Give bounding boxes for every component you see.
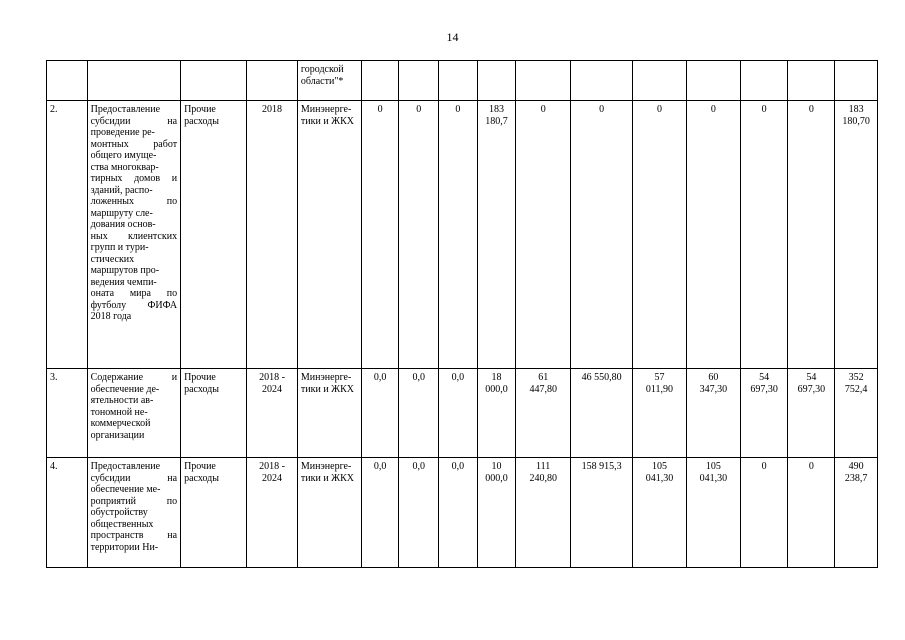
cell-text: 46 550,80: [581, 372, 622, 383]
cell-text: 0: [710, 104, 716, 115]
cell-value-col-8: [439, 101, 478, 369]
cell-value-2018: [477, 369, 516, 458]
cell-row-number: [47, 101, 88, 369]
cell-value-2022: [686, 458, 740, 568]
cell-text: 0: [599, 104, 605, 115]
cell-text: 0: [761, 461, 767, 472]
cell-value-col-8: [439, 458, 478, 568]
cell-measure-name: [87, 458, 180, 568]
cell-text: Содержание и обеспечение де- ятельности ав- тономной не- коммерческой организации: [90, 372, 178, 441]
cell-value-2022: [686, 61, 740, 101]
cell-text: 0: [377, 104, 383, 115]
cell-text: 57 011,90: [645, 372, 674, 395]
cell-text: 2018 - 2024: [259, 372, 285, 395]
cell-text: 4.: [50, 461, 58, 472]
cell-value-col-6: [361, 61, 399, 101]
cell-text: 0,0: [412, 461, 426, 472]
cell-value-col-8: [439, 61, 478, 101]
table-row: [47, 61, 878, 101]
cell-text: Минэнерге- тики и ЖКХ: [300, 461, 355, 484]
cell-value-total: [835, 101, 878, 369]
cell-value-total: [835, 369, 878, 458]
cell-period: [247, 369, 298, 458]
cell-text: Минэнерге- тики и ЖКХ: [300, 372, 355, 395]
cell-value-2024: [788, 61, 835, 101]
cell-executor: [297, 369, 361, 458]
cell-value-2021: [633, 101, 687, 369]
cell-period: [247, 458, 298, 568]
cell-value-2021: [633, 458, 687, 568]
cell-value-2018: [477, 458, 516, 568]
cell-executor: [297, 61, 361, 101]
cell-text: 0: [656, 104, 662, 115]
cell-period: [247, 61, 298, 101]
cell-value-col-7: [399, 458, 439, 568]
cell-value-col-8: [439, 369, 478, 458]
cell-expense-type: [181, 458, 247, 568]
cell-text: 2018 - 2024: [259, 461, 285, 484]
cell-text: Предоставление субсидии на проведение ре- монтных работ общего имуще- ства многоквар- тирных домов и зданий, распо- ложенных по маршруту сле- дования основ- ных клиентских групп и тури- стических маршрутов про- ведения чемпи- оната мира по футболу ФИФА 2018 года: [90, 104, 178, 322]
cell-value-2023: [740, 101, 788, 369]
cell-text: 183 180,70: [842, 104, 870, 127]
cell-text: 61 447,80: [529, 372, 557, 395]
cell-value-col-6: [361, 101, 399, 369]
cell-value-2024: [788, 101, 835, 369]
cell-text: 0: [808, 461, 814, 472]
cell-text: 0: [761, 104, 767, 115]
cell-measure-name: [87, 369, 180, 458]
cell-executor: [297, 458, 361, 568]
cell-text: 54 697,30: [750, 372, 778, 395]
cell-value-2018: [477, 61, 516, 101]
cell-text: 2018: [262, 104, 282, 115]
budget-table: [46, 60, 878, 568]
cell-expense-type: [181, 369, 247, 458]
cell-value-col-7: [399, 101, 439, 369]
cell-value-col-7: [399, 369, 439, 458]
cell-text: 0: [808, 104, 814, 115]
cell-text: 2.: [50, 104, 58, 115]
table-row: [47, 369, 878, 458]
cell-text: 105 041,30: [645, 461, 674, 484]
cell-text: 0: [540, 104, 546, 115]
cell-text: 490 238,7: [844, 461, 868, 484]
cell-value-2022: [686, 101, 740, 369]
cell-text: 0,0: [373, 372, 387, 383]
cell-value-2021: [633, 61, 687, 101]
cell-value-col-6: [361, 369, 399, 458]
cell-text: 105 041,30: [699, 461, 728, 484]
cell-text: Предоставление субсидии на обеспечение ме- роприятий по обустройству общественных пространств на территории Ни-: [90, 461, 178, 553]
cell-value-total: [835, 458, 878, 568]
cell-value-2023: [740, 458, 788, 568]
cell-value-2019: [516, 101, 571, 369]
cell-value-2019: [516, 61, 571, 101]
cell-text: 0: [416, 104, 422, 115]
cell-text: 0: [455, 104, 461, 115]
cell-text: 158 915,3: [581, 461, 622, 472]
cell-value-2018: [477, 101, 516, 369]
cell-expense-type: [181, 101, 247, 369]
cell-value-2019: [516, 458, 571, 568]
cell-value-2019: [516, 369, 571, 458]
cell-value-2020: [571, 61, 633, 101]
cell-value-total: [835, 61, 878, 101]
cell-text: 0,0: [373, 461, 387, 472]
cell-text: 111 240,80: [529, 461, 557, 484]
cell-value-2022: [686, 369, 740, 458]
cell-text: 10 000,0: [485, 461, 508, 484]
table-row: [47, 101, 878, 369]
cell-measure-name: [87, 101, 180, 369]
cell-expense-type: [181, 61, 247, 101]
cell-row-number: [47, 458, 88, 568]
cell-text: 18 000,0: [485, 372, 508, 395]
cell-value-col-6: [361, 458, 399, 568]
cell-text: 352 752,4: [844, 372, 868, 395]
cell-text: 54 697,30: [797, 372, 826, 395]
cell-value-col-7: [399, 61, 439, 101]
table-body: [47, 61, 878, 568]
cell-text: Прочие расходы: [184, 104, 219, 127]
cell-row-number: [47, 61, 88, 101]
table-row: [47, 458, 878, 568]
cell-executor: [297, 101, 361, 369]
cell-value-2020: [571, 101, 633, 369]
cell-text: Прочие расходы: [184, 372, 219, 395]
cell-text: Прочие расходы: [184, 461, 219, 484]
page-number: 14: [446, 30, 459, 44]
cell-text: 0,0: [451, 461, 465, 472]
cell-text: 0,0: [412, 372, 426, 383]
cell-value-2023: [740, 61, 788, 101]
cell-measure-name: [87, 61, 180, 101]
cell-text: городской области"*: [300, 64, 344, 87]
cell-text: 3.: [50, 372, 58, 383]
cell-text: 0,0: [451, 372, 465, 383]
cell-value-2020: [571, 458, 633, 568]
cell-text: 60 347,30: [699, 372, 728, 395]
cell-text: 183 180,7: [485, 104, 508, 127]
cell-row-number: [47, 369, 88, 458]
cell-value-2021: [633, 369, 687, 458]
cell-value-2024: [788, 458, 835, 568]
cell-value-2020: [571, 369, 633, 458]
cell-period: [247, 101, 298, 369]
cell-value-2024: [788, 369, 835, 458]
cell-value-2023: [740, 369, 788, 458]
cell-text: Минэнерге- тики и ЖКХ: [300, 104, 355, 127]
